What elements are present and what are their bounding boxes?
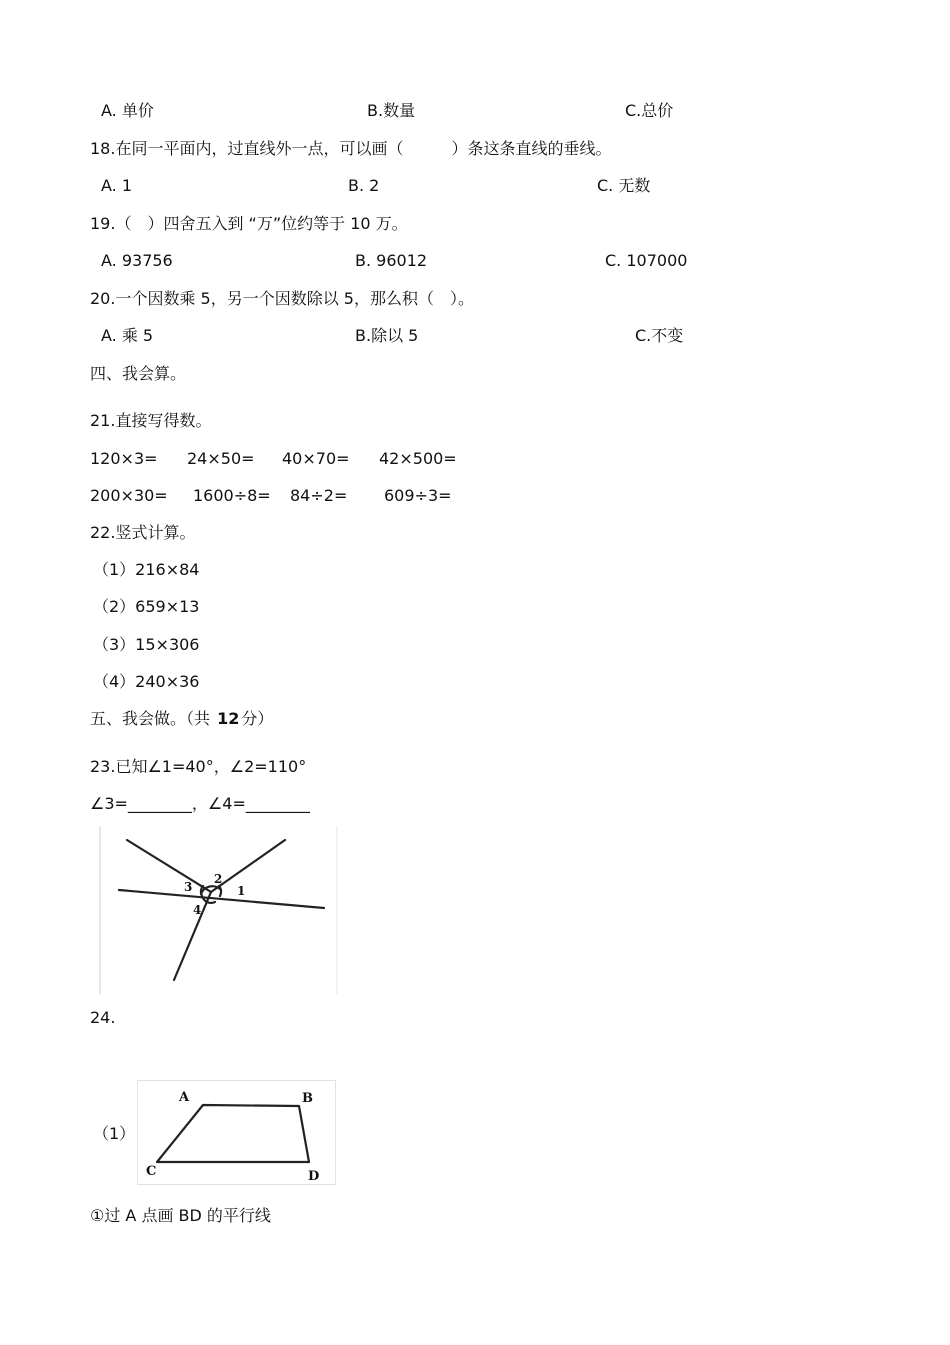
- q20-option-a: A. 乘 5: [101, 326, 154, 345]
- q23-angle-figure: [99, 826, 339, 994]
- q23-blanks: ∠3=________，∠4=________: [90, 794, 310, 813]
- q19-option-a: A. 93756: [101, 251, 173, 270]
- q17-option-b: B.数量: [367, 101, 416, 120]
- q23-label-4: 4: [193, 903, 202, 917]
- q20-option-c: C.不变: [635, 326, 684, 345]
- q19-stem: 19.（ ）四舍五入到 “万”位约等于 10 万。: [90, 214, 408, 233]
- q18-option-c: C. 无数: [597, 176, 651, 195]
- section-5-suffix: 分）: [241, 709, 274, 728]
- q22-item: （1）216×84: [93, 560, 200, 579]
- q24-label-d: D: [308, 1169, 320, 1184]
- q23-line-upper-left: [127, 840, 211, 892]
- q24-label-b: B: [302, 1091, 313, 1106]
- section-5-title: [90, 709, 273, 729]
- section-5-prefix: 五、我会做。（共: [90, 709, 211, 728]
- q24-trapezoid-figure: [137, 1080, 337, 1186]
- q21-row2-item: 609÷3=: [384, 486, 452, 505]
- q21-stem: 21.直接写得数。: [90, 411, 212, 430]
- q22-stem: 22.竖式计算。: [90, 523, 196, 542]
- q22-item: （2）659×13: [93, 597, 200, 616]
- q23-stem: 23.已知∠1=40°，∠2=110°: [90, 757, 307, 776]
- q20-stem: 20.一个因数乘 5，另一个因数除以 5，那么积（ ）。: [90, 289, 474, 308]
- q18-stem: 18.在同一平面内，过直线外一点，可以画（ ）条这条直线的垂线。: [90, 139, 612, 158]
- q19-option-b: B. 96012: [355, 251, 428, 270]
- q22-item: （3）15×306: [93, 635, 200, 654]
- q24-stem: 24.: [90, 1008, 116, 1027]
- q18-option-b: B. 2: [348, 176, 380, 195]
- q24-part1-label: （1）: [93, 1124, 136, 1143]
- q17-option-c: C.总价: [625, 101, 674, 120]
- q21-row2-item: 200×30=: [90, 486, 168, 505]
- q19-option-c: C. 107000: [605, 251, 688, 270]
- q23-arc-1: [219, 886, 221, 896]
- q21-row1-item: 120×3=: [90, 449, 158, 468]
- q21-row2-item: 1600÷8=: [193, 486, 271, 505]
- q22-item: （4）240×36: [93, 672, 200, 691]
- q23-label-2: 2: [214, 872, 223, 886]
- q18-option-a: A. 1: [101, 176, 133, 195]
- q24-label-c: C: [146, 1164, 157, 1179]
- section-4-title: 四、我会算。: [90, 364, 187, 383]
- q21-row2-item: 84÷2=: [290, 486, 348, 505]
- q20-option-b: B.除以 5: [355, 326, 419, 345]
- q23-label-1: 1: [237, 884, 246, 898]
- q21-row1-item: 24×50=: [187, 449, 255, 468]
- section-5-points: 12: [217, 709, 240, 728]
- q24-label-a: A: [179, 1090, 190, 1105]
- q23-label-3: 3: [184, 880, 193, 894]
- q17-option-a: A. 单价: [101, 101, 154, 120]
- q24-trapezoid: [157, 1105, 309, 1162]
- q21-row1-item: 40×70=: [282, 449, 350, 468]
- q21-row1-item: 42×500=: [379, 449, 457, 468]
- q24-task1: ①过 A 点画 BD 的平行线: [90, 1206, 271, 1225]
